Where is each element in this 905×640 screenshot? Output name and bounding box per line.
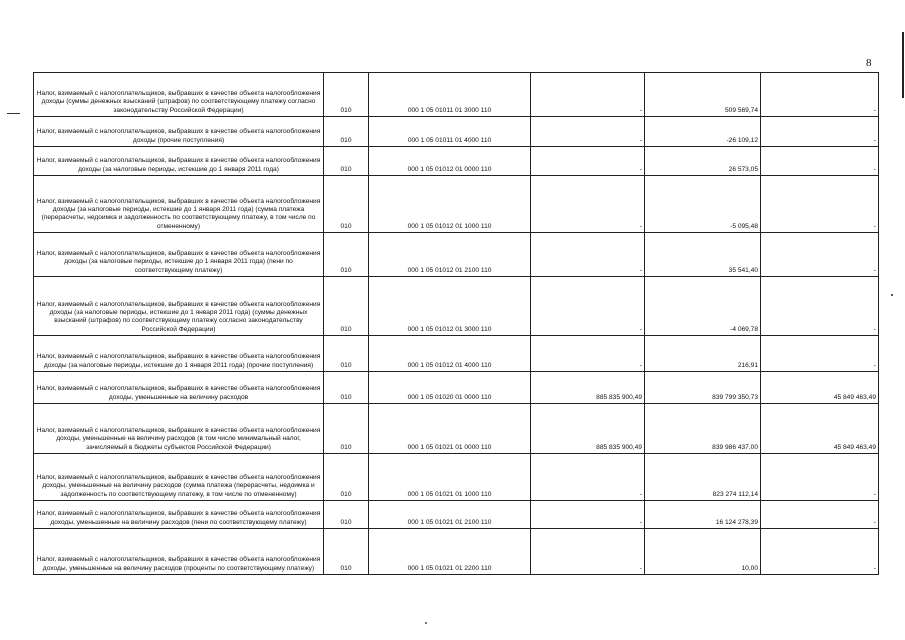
table-row (34, 501, 879, 529)
row-kbk-cell: 000 1 05 01012 01 1000 110 (369, 176, 531, 233)
row-kbk-cell: 000 1 05 01020 01 0000 110 (369, 372, 531, 404)
row-unexecuted-cell: - (761, 147, 879, 176)
row-kbk-cell: 000 1 05 01012 01 4000 110 (369, 336, 531, 372)
row-name-cell: Налог, взимаемый с налогоплательщиков, выбравших в качестве объекта налогообложения доходы (за налоговые периоды, истекшие до 1 января 2011 года) (34, 147, 324, 176)
row-executed-cell: 16 124 278,39 (645, 501, 761, 529)
row-kbk-cell: 000 1 05 01011 01 4000 110 (369, 117, 531, 147)
row-code-cell: 010 (324, 147, 369, 176)
row-kbk-cell: 000 1 05 01021 01 2100 110 (369, 501, 531, 529)
row-kbk-cell: 000 1 05 01012 01 0000 110 (369, 147, 531, 176)
row-name-cell: Налог, взимаемый с налогоплательщиков, выбравших в качестве объекта налогообложения доходы, уменьшенные на величину расходов (в том числе минимальный налог, зачисляемый в бюджеты субъектов Российской Федерации) (34, 404, 324, 454)
page-number: 8 (866, 57, 872, 69)
row-name-cell: Налог, взимаемый с налогоплательщиков, выбравших в качестве объекта налогообложения доходы, уменьшенные на величину расходов (34, 372, 324, 404)
row-approved-cell: - (531, 336, 645, 372)
row-name-cell: Налог, взимаемый с налогоплательщиков, выбравших в качестве объекта налогообложения доходы, уменьшенные на величину расходов (сумма платежа (перерасчеты, недоимка и задолженность по соответствующему платежу, в том числе по отмененному) (34, 454, 324, 501)
row-unexecuted-cell: 45 849 463,49 (761, 404, 879, 454)
row-approved-cell: - (531, 117, 645, 147)
row-name-cell: Налог, взимаемый с налогоплательщиков, выбравших в качестве объекта налогообложения доходы, уменьшенные на величину расходов (пени по соответствующему платежу) (34, 501, 324, 529)
row-executed-cell: -5 095,48 (645, 176, 761, 233)
row-kbk-cell: 000 1 05 01021 01 0000 110 (369, 404, 531, 454)
row-code-cell: 010 (324, 454, 369, 501)
row-unexecuted-cell: - (761, 454, 879, 501)
row-unexecuted-cell: - (761, 73, 879, 117)
scan-speck (425, 622, 427, 624)
row-code-cell: 010 (324, 529, 369, 575)
row-kbk-cell: 000 1 05 01012 01 2100 110 (369, 233, 531, 277)
row-code-cell: 010 (324, 372, 369, 404)
row-name-cell: Налог, взимаемый с налогоплательщиков, выбравших в качестве объекта налогообложения доходы (за налоговые периоды, истекшие до 1 января 2011 года) (прочие поступления) (34, 336, 324, 372)
row-name-cell: Налог, взимаемый с налогоплательщиков, выбравших в качестве объекта налогообложения доходы (прочие поступления) (34, 117, 324, 147)
row-unexecuted-cell: - (761, 501, 879, 529)
row-approved-cell: - (531, 501, 645, 529)
row-approved-cell: - (531, 277, 645, 336)
row-approved-cell: 885 835 900,49 (531, 372, 645, 404)
scan-margin-mark (7, 113, 20, 114)
table-row (34, 529, 879, 575)
row-approved-cell: - (531, 176, 645, 233)
row-unexecuted-cell: - (761, 233, 879, 277)
row-executed-cell: -4 069,78 (645, 277, 761, 336)
table-row (34, 147, 879, 176)
row-unexecuted-cell: - (761, 277, 879, 336)
row-unexecuted-cell: - (761, 336, 879, 372)
row-code-cell: 010 (324, 233, 369, 277)
row-executed-cell: 35 541,40 (645, 233, 761, 277)
row-executed-cell: 10,00 (645, 529, 761, 575)
row-code-cell: 010 (324, 176, 369, 233)
table-row (34, 336, 879, 372)
row-unexecuted-cell: - (761, 117, 879, 147)
row-code-cell: 010 (324, 117, 369, 147)
row-executed-cell: 839 986 437,00 (645, 404, 761, 454)
table-row (34, 404, 879, 454)
table-row (34, 277, 879, 336)
row-code-cell: 010 (324, 336, 369, 372)
row-executed-cell: 839 799 350,73 (645, 372, 761, 404)
table-body (34, 73, 879, 575)
table-row (34, 117, 879, 147)
row-executed-cell: 509 569,74 (645, 73, 761, 117)
row-kbk-cell: 000 1 05 01021 01 1000 110 (369, 454, 531, 501)
budget-report-table (33, 72, 879, 575)
table-row (34, 454, 879, 501)
table-row (34, 176, 879, 233)
row-code-cell: 010 (324, 73, 369, 117)
row-approved-cell: - (531, 454, 645, 501)
row-approved-cell: - (531, 73, 645, 117)
row-name-cell: Налог, взимаемый с налогоплательщиков, выбравших в качестве объекта налогообложения доходы (суммы денежных взысканий (штрафов) по соответствующему платежу согласно законодательству Российской Федерации) (34, 73, 324, 117)
row-kbk-cell: 000 1 05 01012 01 3000 110 (369, 277, 531, 336)
row-unexecuted-cell: 45 849 463,49 (761, 372, 879, 404)
row-executed-cell: 26 573,05 (645, 147, 761, 176)
row-name-cell: Налог, взимаемый с налогоплательщиков, выбравших в качестве объекта налогообложения доходы (за налоговые периоды, истекшие до 1 января 2011 года) (пени по соответствующему платежу) (34, 233, 324, 277)
row-name-cell: Налог, взимаемый с налогоплательщиков, выбравших в качестве объекта налогообложения доходы, уменьшенные на величину расходов (проценты по соответствующему платежу) (34, 529, 324, 575)
scan-speck (891, 294, 893, 296)
scan-edge-mark (902, 32, 904, 98)
row-kbk-cell: 000 1 05 01021 01 2200 110 (369, 529, 531, 575)
table-row (34, 73, 879, 117)
row-name-cell: Налог, взимаемый с налогоплательщиков, выбравших в качестве объекта налогообложения доходы (за налоговые периоды, истекшие до 1 января 2011 года) (суммы денежных взысканий (штрафов) по соответствующему платежу согласно законодательству Российской Федерации) (34, 277, 324, 336)
row-code-cell: 010 (324, 404, 369, 454)
row-approved-cell: - (531, 147, 645, 176)
row-executed-cell: 216,91 (645, 336, 761, 372)
row-unexecuted-cell: - (761, 176, 879, 233)
row-name-cell: Налог, взимаемый с налогоплательщиков, выбравших в качестве объекта налогообложения доходы (за налоговые периоды, истекшие до 1 января 2011 года) (сумма платежа (перерасчеты, недоимка и задолженность по соответствующему платежу, в том числе по отмененному) (34, 176, 324, 233)
row-kbk-cell: 000 1 05 01011 01 3000 110 (369, 73, 531, 117)
row-approved-cell: - (531, 233, 645, 277)
row-code-cell: 010 (324, 277, 369, 336)
table-row (34, 233, 879, 277)
row-code-cell: 010 (324, 501, 369, 529)
row-executed-cell: 823 274 112,14 (645, 454, 761, 501)
row-executed-cell: -26 109,12 (645, 117, 761, 147)
table-row (34, 372, 879, 404)
row-unexecuted-cell: - (761, 529, 879, 575)
row-approved-cell: - (531, 529, 645, 575)
row-approved-cell: 885 835 900,49 (531, 404, 645, 454)
